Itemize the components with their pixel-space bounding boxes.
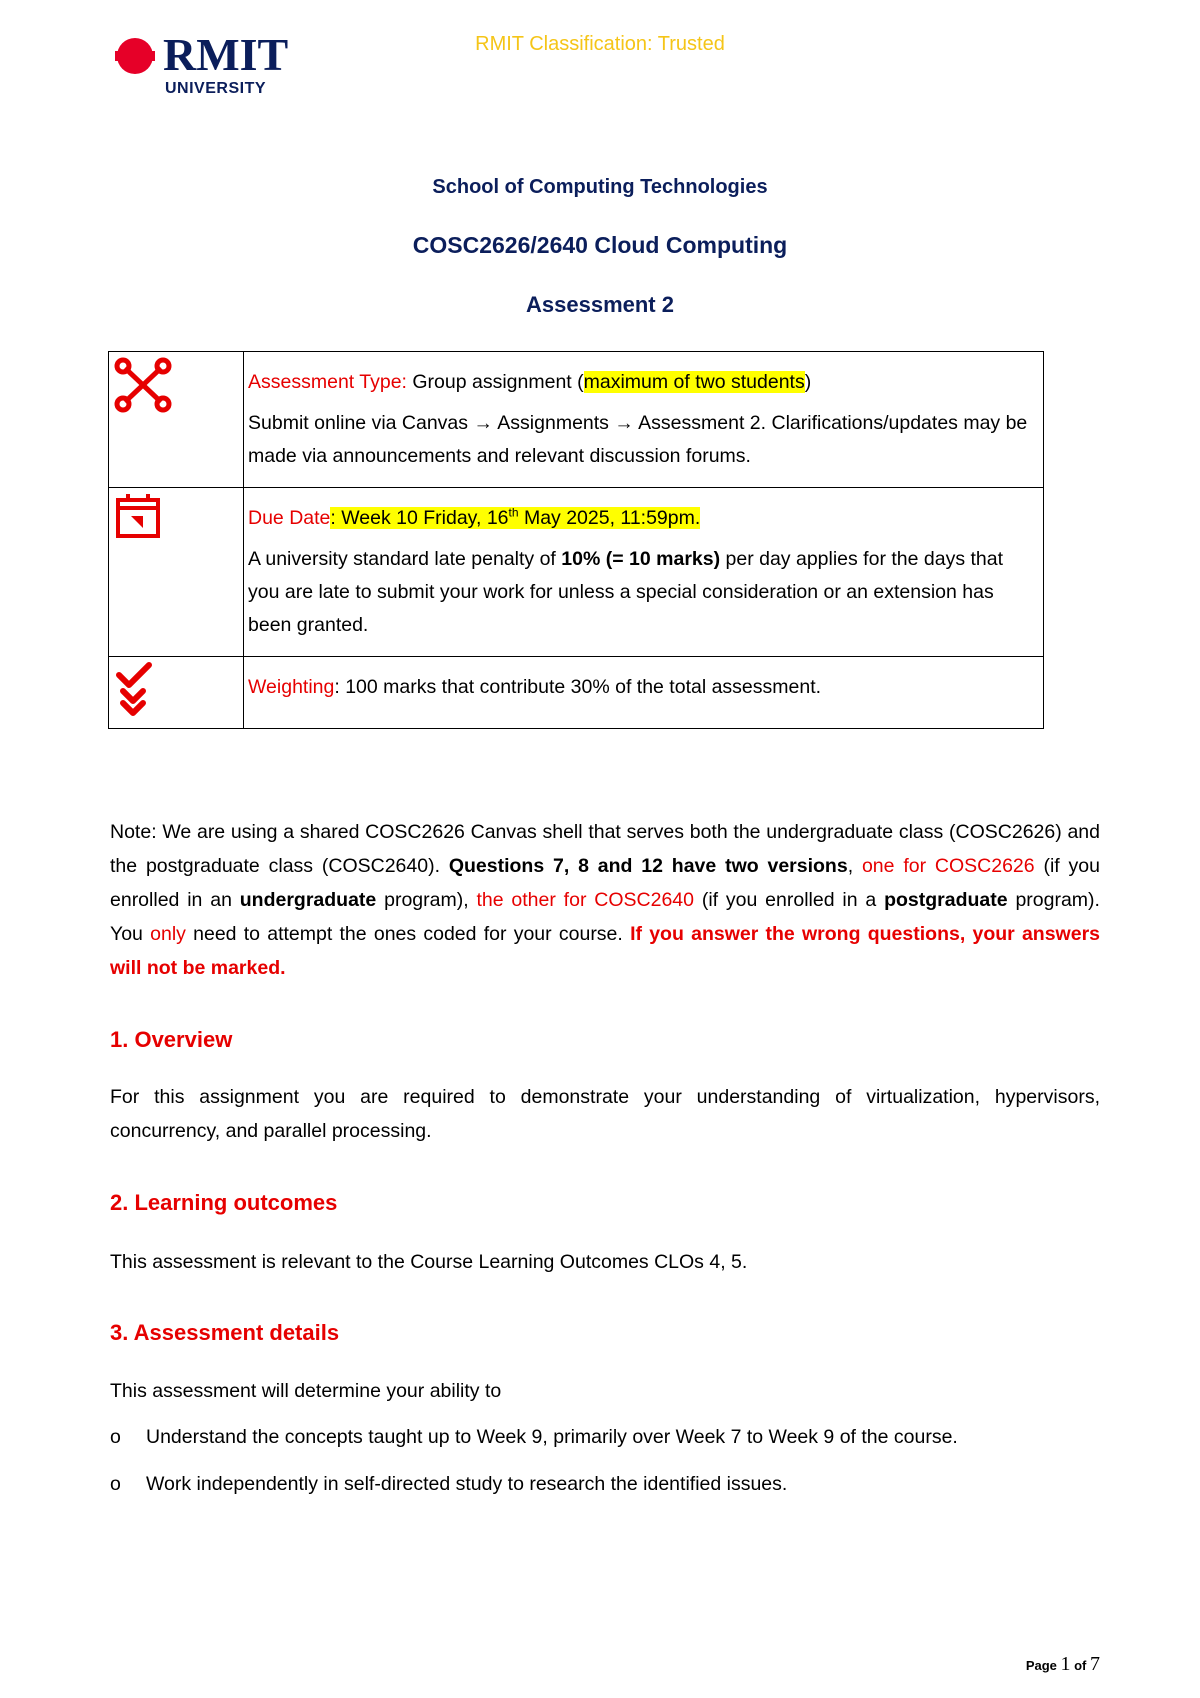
logo-word: RMIT [163,29,289,80]
assessment-details-heading: 3. Assessment details [110,1320,340,1345]
note-text: (if you enrolled in a [694,889,885,911]
page-number: 1 [1060,1653,1071,1675]
icon-cell [109,657,244,729]
overview-heading: 1. Overview [110,1027,233,1052]
learning-outcomes-heading: 2. Learning outcomes [110,1190,338,1215]
type-close: ) [804,371,812,393]
note-text: need to attempt the ones coded for your course. [185,923,631,945]
bullet-text: Understand the concepts taught up to Week 9, primarily over Week 7 to Week 9 of the course. [146,1426,958,1448]
note-red: one for COSC2626 [861,855,1035,877]
icon-cell [109,488,244,657]
due-label: Due Date [248,507,331,529]
note-warning: If you answer the wrong questions, your answers will not be marked. [110,923,1101,979]
note-red: only [150,923,186,945]
logo-subtitle: UNIVERSITY [165,80,267,97]
of-label: of [1070,1658,1090,1673]
list-item [110,1467,1110,1501]
weighting-cell [244,657,1044,729]
due-colon: : [330,507,336,529]
note-text: Note: We are using a shared COSC2626 Canvas shell that serves both the undergraduate class (COSC2626) and the postgraduate class (COSC2640). [110,821,1100,877]
overview-text: For this assignment you are required to demonstrate your understanding of virtualization, hypervisors, concurrency, and parallel processing. [110,1086,1100,1142]
note-bold: undergraduate [239,889,377,911]
bullet-mark: o [110,1473,121,1495]
note-bold: postgraduate [884,889,1008,911]
note-text: program), [376,889,477,911]
network-nodes-icon [113,356,173,414]
assessment-title: Assessment 2 [526,292,674,317]
penalty-text-b: per day applies for the days that you are late to submit your work for unless a special consideration or an extension has been granted. [248,548,1004,636]
calendar-icon [113,492,163,542]
note-bold: Questions 7, 8 and 12 have two versions [448,855,848,877]
note-text: , [847,855,862,877]
note-text: program). You [110,889,1100,945]
due-date-cell [244,488,1044,657]
course-title: COSC2626/2640 Cloud Computing [412,232,788,258]
course-version-note [110,815,1100,985]
assessment-details-text: This assessment will determine your ability to [110,1380,502,1402]
weight-value: : 100 marks that contribute 30% of the total assessment. [334,676,822,698]
penalty-bold: 10% (= 10 marks) [561,548,721,570]
due-value-b: May 2025, 11:59pm. [518,507,701,529]
double-check-icon [113,661,157,717]
note-red: the other for COSC2640 [476,889,694,911]
page-label: Page [1025,1658,1061,1673]
weight-label: Weighting [248,676,335,698]
school-title: School of Computing Technologies [432,176,768,198]
type-highlight: maximum of two students [583,371,805,393]
rmit-logo [115,30,295,100]
assessment-info-table [108,351,1044,729]
note-text: (if you enrolled in an [110,855,1100,911]
due-value-a: Week 10 Friday, 16 [335,507,509,529]
page-total: 7 [1090,1653,1100,1675]
penalty-text-a: A university standard late penalty of [248,548,562,570]
bullet-text: Work independently in self-directed study to research the identified issues. [146,1473,788,1495]
bullet-mark: o [110,1426,121,1448]
icon-cell [109,352,244,488]
assessment-type-row [109,352,1044,488]
rmit-logo-dot-icon [115,36,155,76]
list-item [110,1420,1110,1454]
learning-outcomes-text: This assessment is relevant to the Course Learning Outcomes CLOs 4, 5. [110,1251,748,1273]
page-footer [1026,1653,1100,1676]
classification-label: RMIT Classification: Trusted [475,33,725,55]
type-value: Group assignment ( [406,371,584,393]
type-label: Assessment Type: [248,371,407,393]
due-sup: th [508,505,519,520]
assessment-type-cell [244,352,1044,488]
weighting-row [109,657,1044,729]
due-date-row [109,488,1044,657]
submit-text: Submit online via Canvas → Assignments → Assessment 2. Clarifications/updates may be made via announcements and relevant discussion forums. [248,412,1028,467]
